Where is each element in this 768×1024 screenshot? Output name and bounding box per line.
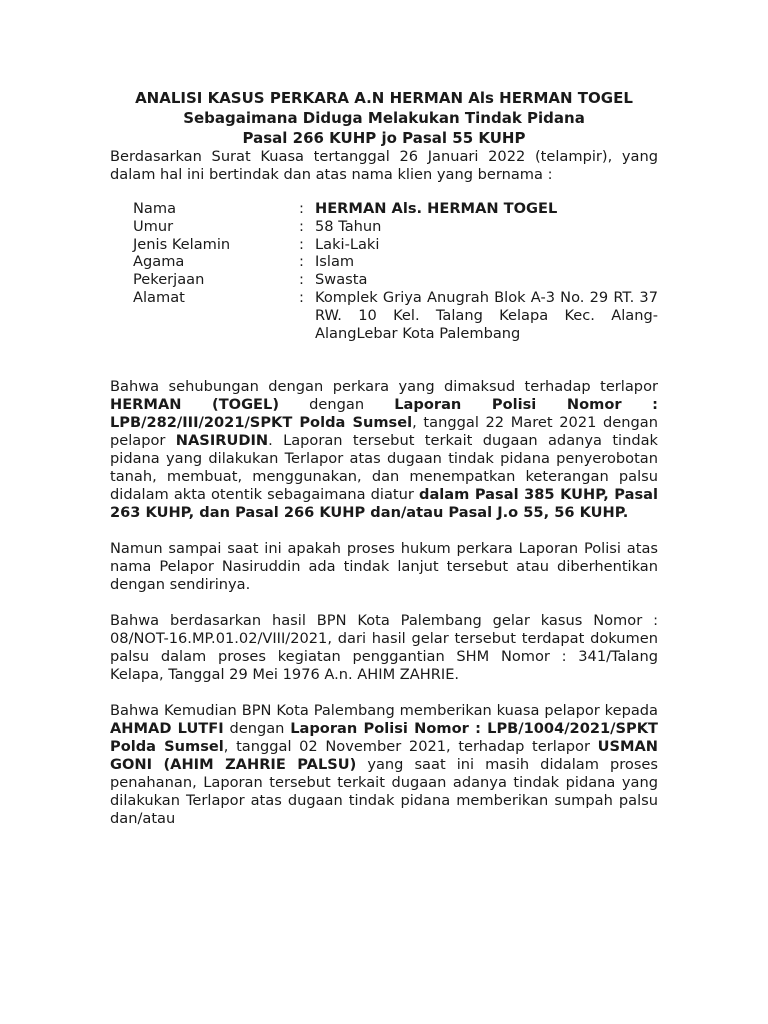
colon: : — [299, 217, 304, 235]
identity-row-nama — [133, 200, 658, 218]
paragraph-laporan-ahmad-lutfi — [110, 702, 658, 828]
title-line-2: Sebagaimana Diduga Melakukan Tindak Pidana — [183, 109, 585, 127]
p4-bold-terlapor: USMAN GONI (AHIM ZAHRIE PALSU) — [110, 738, 658, 774]
client-identity-table — [133, 200, 658, 342]
document-page — [110, 88, 658, 828]
identity-row-umur — [133, 218, 658, 236]
nama-label: Nama — [133, 200, 177, 217]
p1-text-2: dengan — [279, 396, 395, 414]
p4-text-3: , tanggal 02 November 2021, terhadap terlapor — [223, 738, 598, 756]
identity-row-alamat — [133, 289, 658, 342]
p1-text-1: Bahwa sehubungan dengan perkara yang dimaksud terhadap terlapor — [110, 378, 658, 396]
p1-bold-laporan: Laporan Polisi Nomor : LPB/282/III/2021/SPKT Polda Sumsel — [110, 396, 658, 432]
agama-label: Agama — [133, 253, 185, 271]
p4-text-1: Bahwa Kemudian BPN Kota Palembang memberikan kuasa pelapor kepada — [110, 702, 658, 720]
colon: : — [299, 288, 304, 306]
jenis-kelamin-label: Jenis Kelamin — [133, 235, 231, 253]
alamat-label: Alamat — [133, 288, 185, 306]
umur-label: Umur — [133, 217, 174, 235]
umur-value: 58 Tahun — [315, 217, 382, 235]
p1-bold-terlapor: HERMAN (TOGEL) — [110, 396, 279, 414]
document-title — [110, 88, 658, 148]
colon: : — [299, 200, 304, 217]
colon: : — [299, 271, 304, 289]
paragraph-gelar-kasus-bpn: Bahwa berdasarkan hasil BPN Kota Palembang gelar kasus Nomor : 08/NOT-16.MP.01.02/VIII/2021, dari hasil gelar tersebut terdapat dokumen palsu dalam proses kegiatan penggantian SHM Nomor : 341/Talang Kelapa, Tanggal 29 Mei 1976 A.n. AHIM ZAHRIE. — [110, 612, 658, 684]
p4-text-4: yang saat ini masih didalam proses penahanan, Laporan tersebut terkait dugaan adanya tindak pidana yang dilakukan Terlapor atas dugaan tindak pidana memberikan sumpah palsu dan/atau — [110, 756, 659, 828]
paragraph-status-proses: Namun sampai saat ini apakah proses hukum perkara Laporan Polisi atas nama Pelapor Nasiruddin ada tindak lanjut tersebut atau diberhentikan dengan sendirinya. — [110, 540, 658, 594]
p1-text-4: . Laporan tersebut terkait dugaan adanya tindak pidana yang dilakukan Terlapor atas dugaan tindak pidana penyerobotan tanah, membuat, menggunakan, dan menempatkan keterangan palsu didalam akta otentik sebagaimana diatur — [110, 432, 659, 504]
pekerjaan-value: Swasta — [315, 271, 368, 289]
p4-bold-pelapor: AHMAD LUTFI — [110, 720, 224, 738]
paragraph-laporan-nasirudin — [110, 378, 658, 522]
colon: : — [299, 235, 304, 253]
title-line-3: Pasal 266 KUHP jo Pasal 55 KUHP — [242, 129, 526, 147]
p1-text-3: , tanggal 22 Maret 2021 dengan pelapor — [110, 414, 658, 450]
nama-value: HERMAN Als. HERMAN TOGEL — [315, 200, 558, 217]
p1-bold-pelapor: NASIRUDIN — [175, 432, 269, 450]
intro-paragraph: Berdasarkan Surat Kuasa tertanggal 26 Januari 2022 (telampir), yang dalam hal ini bertindak dan atas nama klien yang bernama : — [110, 148, 658, 183]
p1-bold-pasal: dalam Pasal 385 KUHP, Pasal 263 KUHP, dan Pasal 266 KUHP dan/atau Pasal J.o 55, 56 KUHP. — [110, 486, 658, 522]
alamat-value: Komplek Griya Anugrah Blok A-3 No. 29 RT. 37 RW. 10 Kel. Talang Kelapa Kec. Alang-AlangLebar Kota Palembang — [315, 288, 658, 342]
p4-bold-laporan: Laporan Polisi Nomor : LPB/1004/2021/SPKT Polda Sumsel — [110, 720, 658, 756]
identity-row-agama — [133, 253, 658, 271]
p4-text-2: dengan — [223, 720, 291, 738]
title-line-1: ANALISI KASUS PERKARA A.N HERMAN Als HERMAN TOGEL — [135, 89, 633, 107]
pekerjaan-label: Pekerjaan — [133, 271, 205, 289]
jenis-kelamin-value: Laki-Laki — [315, 235, 380, 253]
colon: : — [299, 253, 304, 271]
agama-value: Islam — [315, 253, 355, 271]
identity-row-pekerjaan — [133, 271, 658, 289]
identity-row-jenis-kelamin — [133, 236, 658, 254]
